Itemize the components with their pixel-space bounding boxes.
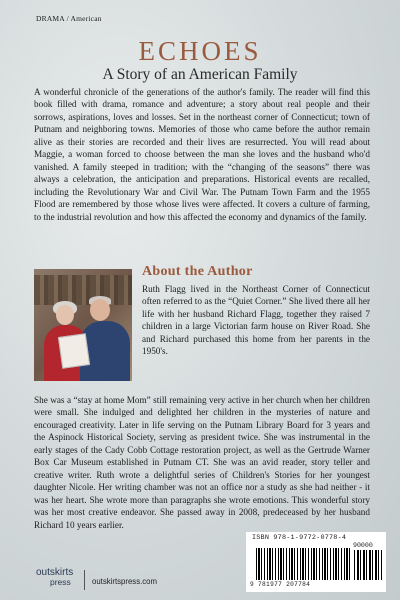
isbn-number: ISBN 978-1-9772-0778-4 xyxy=(252,534,347,542)
man-head xyxy=(90,299,110,321)
held-book-icon xyxy=(58,333,90,369)
publisher-divider xyxy=(84,570,85,590)
book-title: ECHOES xyxy=(138,36,262,66)
author-bio-continued: She was a “stay at home Mom” still remaining very active in her church when her children were small. She indulged and delighted her children in the mysteries of nature and encouraged creativity. Later in life serving on the Putnam Library Board for 3 years and the Aspinock Historical Society, serving as president twice. She was instrumental in the early stages of the Cady Cobb Cottage restoration project, as well as the Gertrude Warner Box Car Museum established in Putnam CT. She was an avid reader, story teller and creative writer. Ruth wrote a delightful series of Children's Stories for her youngest daughter Nicole. Her writing chamber was not an office nor a study as she had neither - it was her heart. She wrote more than paragraphs she wrote emotions. This wonderful story was her most creative endeavor. She passed away in 2008, predeceased by her husband Richard 10 years earlier. xyxy=(34,395,370,530)
isbn-barcode xyxy=(246,532,386,592)
publisher-logo xyxy=(36,568,73,587)
book-description: A wonderful chronicle of the generations of the author's family. The reader will find this book filled with drama, romance and adventure; a story about real people and their sorrows, aspirations, loves and losses. Set in the northeast corner of Connecticut; town of Putnam and neighboring towns. Memories of those who came before the author remain alive as their stories are recorded and their lives are resurrected. You will read about Maggie, a woman forced to choose between the man she loves and the husband who'd vanished. A family steeped in tradition; with the “changing of the seasons” there was always a celebration, the anticipation and preparations. Historical events are recalled, including the Revolutionary War and Civil War. The Putnam Town Farm and the 1955 Flood are remembered by those whose lives were affected. It covers a culture of farming, to the industrial revolution and how this affected the economy and dynamics of the family. xyxy=(34,87,370,222)
publisher-logo-top: outskirts xyxy=(36,567,74,578)
barcode-digits: 9 781977 207784 xyxy=(250,581,311,588)
price-code: 90000 xyxy=(353,542,373,549)
genre-label: DRAMA / American xyxy=(36,14,102,23)
book-subtitle: A Story of an American Family xyxy=(102,66,298,83)
bookshelf-background xyxy=(34,275,132,305)
about-author-heading: About the Author xyxy=(142,264,253,279)
author-bio-wrapped: Ruth Flagg lived in the Northeast Corner of Connecticut often referred to as the “Quiet Corner.” She lived there all her life with her husband Richard Flagg, together they raised 7 children in a large Victorian farm house on River Road. She and Richard purchased this home from her parents in the 1950's. xyxy=(142,284,370,357)
author-photo xyxy=(34,269,132,381)
publisher-url: outskirtspress.com xyxy=(92,577,157,586)
barcode-addon-bars xyxy=(354,550,382,580)
publisher-logo-bottom: press xyxy=(50,577,71,587)
barcode-bars xyxy=(256,548,350,580)
woman-head xyxy=(56,305,74,325)
